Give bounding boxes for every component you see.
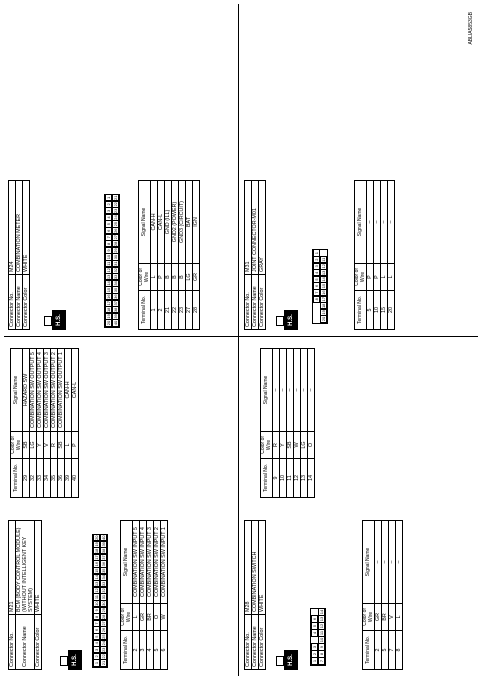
pin: 20 — [94, 535, 99, 540]
pin: 32 — [101, 588, 106, 593]
pin: 17 — [106, 301, 111, 306]
pin: 12 — [321, 264, 326, 269]
figure-code: ABLIA5853GB — [468, 12, 474, 45]
table-row: 13 LG – — [301, 349, 308, 498]
m28-connector-face — [310, 608, 326, 666]
table-row: 5 BR – — [382, 521, 389, 670]
m24-connector-face — [104, 194, 120, 328]
pin: 18 — [106, 307, 111, 313]
m31-connector-panel — [244, 8, 476, 330]
color-header: Color of Wire — [363, 604, 375, 631]
table-row: 36 SB COMBINATION SW OUTPUT 1 — [58, 349, 65, 498]
pin: 24 — [101, 641, 106, 646]
pin: 5 — [313, 275, 320, 283]
table-row: 3 GR COMBINATION SW INPUT 4 — [140, 521, 147, 670]
pin: 40 — [113, 320, 118, 326]
hs-icon-top — [60, 656, 68, 666]
connector-name-value: BCM (BODY CONTROL MODULE) (WITHOUT INTELLIGENT KEY SYSTEM) — [16, 521, 35, 615]
pin: 9 — [105, 246, 112, 254]
pin: 31 — [101, 594, 106, 600]
pin: 11 — [319, 630, 324, 636]
pin: 14 — [94, 575, 99, 580]
pin: 4 — [311, 629, 318, 637]
pin: 15 — [321, 283, 326, 289]
pin-empty — [311, 638, 316, 644]
table-row: 5 O COMBINATION SW INPUT 2 — [154, 521, 161, 670]
pin: 27 — [101, 621, 106, 626]
color-header: Color of Wire — [121, 604, 133, 631]
pin: 5 — [105, 220, 112, 228]
pin: 8 — [105, 240, 112, 248]
pin: 3 — [93, 646, 100, 654]
connector-no-value: M31 — [245, 181, 252, 275]
connector-color-label: Connector Color — [259, 615, 266, 670]
pin: 1 — [311, 657, 318, 665]
color-header: Color of Wire — [11, 432, 23, 459]
table-row: 35 R COMBINATION SW OUTPUT 2 — [51, 349, 58, 498]
m21-terminal-table-continued — [10, 348, 79, 498]
table-row: 9 R – — [273, 349, 280, 498]
pin: 10 — [106, 254, 111, 260]
pin: 1 — [93, 659, 100, 667]
pin: 30 — [113, 254, 118, 260]
pin: 14 — [106, 281, 111, 286]
connector-color-label: Connector Color — [23, 275, 30, 330]
connector-name-value: JOINT CONNECTOR-M01 — [252, 181, 259, 275]
connector-no-label: Connector No. — [245, 275, 252, 330]
pin: 21 — [113, 195, 118, 200]
connector-name-label: Connector Name — [16, 275, 23, 330]
signal-header: Signal Name — [121, 521, 133, 604]
connector-name-value: COMBINATION METER — [16, 181, 23, 275]
table-row: 11 SB – — [287, 349, 294, 498]
pin: 15 — [94, 568, 99, 573]
m21-info-table — [8, 520, 42, 670]
terminal-header: Terminal No. — [11, 459, 23, 498]
pin: 14 — [321, 277, 326, 282]
pin: 25 — [113, 221, 118, 227]
pin: 10 — [319, 637, 324, 643]
pin: 38 — [101, 548, 106, 554]
m21-connector-face — [92, 534, 108, 668]
pin: 39 — [113, 314, 118, 319]
table-row: 32 LG COMBINATION SW OUTPUT 5 — [30, 349, 37, 498]
table-row: 40 P CAN-L — [72, 349, 79, 498]
table-row: 2 P CAN-L — [158, 181, 165, 330]
pin: 13 — [321, 270, 326, 276]
pin: 23 — [113, 208, 118, 214]
table-row: 33 Y COMBINATION SW OUTPUT 4 — [37, 349, 44, 498]
table-row: 4 BR COMBINATION SW INPUT 3 — [147, 521, 154, 670]
pin: 2 — [93, 652, 100, 660]
pin: 2 — [313, 256, 320, 264]
pin: 5 — [311, 622, 318, 630]
m31-terminal-table — [354, 180, 395, 330]
pin: 1 — [105, 194, 112, 202]
pin: 36 — [113, 294, 118, 299]
pin: 30 — [101, 601, 106, 606]
m28-terminal-table — [362, 520, 403, 670]
hs-icon: H.S. — [68, 650, 82, 670]
pin: 12 — [106, 268, 111, 273]
pin: 37 — [101, 555, 106, 560]
signal-header: Signal Name — [363, 521, 375, 604]
pin: 40 — [101, 535, 106, 540]
pin: 11 — [106, 261, 111, 266]
pin: 4 — [313, 269, 320, 277]
vertical-divider — [4, 336, 478, 337]
table-row: 6 W COMBINATION SW INPUT 1 — [161, 521, 168, 670]
pin: 4 — [105, 214, 112, 222]
terminal-header: Terminal No. — [121, 631, 133, 670]
pin-empty — [313, 317, 318, 323]
pin: 27 — [113, 235, 118, 240]
connector-no-value: M21 — [9, 521, 16, 615]
m24-connector-panel — [8, 8, 236, 330]
terminal-header: Terminal No. — [363, 631, 375, 670]
pin: 9 — [93, 606, 100, 614]
connector-no-label: Connector No. — [9, 615, 16, 670]
connector-name-label: Connector Name — [252, 615, 259, 670]
pin: 15 — [106, 287, 111, 293]
table-row: 5 P – — [367, 181, 374, 330]
pin: 29 — [101, 608, 106, 613]
connector-name-label: Connector Name — [252, 275, 259, 330]
table-row: 29 SB HAZARD SW — [23, 349, 30, 498]
pin: 11 — [94, 594, 99, 600]
pin: 25 — [101, 634, 106, 639]
table-row: 2 GR – — [375, 521, 382, 670]
pin: 16 — [321, 290, 326, 295]
pin: 29 — [113, 248, 118, 253]
table-row: 23 B GND3 (CIRCUIT) — [179, 181, 186, 330]
pin: 3 — [311, 643, 318, 651]
pin: 19 — [106, 314, 111, 319]
pin: 28 — [113, 241, 118, 247]
hs-icon-top — [44, 316, 52, 326]
connector-color-value: GRAY — [259, 181, 266, 275]
hs-icon: H.S. — [52, 310, 66, 330]
hs-icon: H.S. — [284, 650, 298, 670]
pin: 31 — [113, 261, 118, 266]
pin: 17 — [321, 297, 326, 302]
pin: 7 — [93, 619, 100, 627]
m28-info-table — [244, 520, 266, 670]
color-header: Color of Wire — [261, 432, 273, 459]
pin: 20 — [321, 316, 326, 322]
table-row: 27 LG BAT — [186, 181, 193, 330]
connector-color-label: Connector Color — [35, 615, 42, 670]
pin: 22 — [113, 202, 118, 207]
pin: 3 — [105, 207, 112, 215]
pin: 2 — [105, 200, 112, 208]
table-row: 22 B GND2 (POWER) — [172, 181, 179, 330]
m24-terminal-table — [138, 180, 200, 330]
pin: 23 — [101, 647, 106, 653]
table-row: 10 Y – — [280, 349, 287, 498]
table-row: 10 P – — [374, 181, 381, 330]
signal-header: Signal Name — [11, 349, 23, 432]
pin: 9 — [318, 643, 325, 651]
signal-header: Signal Name — [355, 181, 367, 264]
pin: 2 — [311, 650, 318, 658]
connector-color-value: WHITE — [259, 521, 266, 615]
table-row: 14 O – — [308, 349, 315, 498]
pin: 19 — [321, 310, 326, 315]
m31-connector-face — [312, 249, 328, 324]
pin: 19 — [94, 542, 99, 547]
pin: 33 — [101, 581, 106, 587]
pin: 18 — [94, 548, 99, 554]
connector-name-label: Connector Name — [16, 615, 35, 670]
pin: 20 — [106, 320, 111, 326]
connector-name-value: COMBINATION SWITCH — [252, 521, 259, 615]
pin: 35 — [101, 568, 106, 573]
pin: 11 — [321, 257, 326, 262]
pin: 34 — [101, 575, 106, 580]
pin: 37 — [113, 301, 118, 306]
pin: 28 — [101, 614, 106, 620]
m24-info-table — [8, 180, 30, 330]
pin: 12 — [94, 588, 99, 593]
pin: 1 — [313, 249, 320, 257]
pin: 13 — [106, 274, 111, 280]
connector-no-label: Connector No. — [245, 615, 252, 670]
m31-info-table — [244, 180, 266, 330]
pin: 36 — [101, 561, 106, 567]
pin-empty — [313, 304, 318, 310]
hs-icon-top — [276, 316, 284, 326]
pin: 26 — [113, 228, 118, 233]
pin: 8 — [318, 650, 325, 658]
table-row: 28 GR IGN — [193, 181, 200, 330]
pin-empty — [320, 251, 325, 257]
table-row: 39 L CAN-H — [65, 349, 72, 498]
hs-icon-top — [276, 656, 284, 666]
pin: 6 — [313, 282, 320, 290]
pin: 6 — [105, 227, 112, 235]
table-row: 2 L COMBINATION SW INPUT 5 — [133, 521, 140, 670]
pin: 8 — [93, 613, 100, 621]
pin: 10 — [94, 601, 99, 606]
hs-icon: H.S. — [284, 310, 298, 330]
pin: 33 — [113, 274, 118, 280]
terminal-header: Terminal No. — [261, 459, 273, 498]
pin: 13 — [319, 616, 324, 622]
pin: 5 — [93, 633, 100, 641]
table-row: 7 V – — [389, 521, 396, 670]
pin: 13 — [94, 581, 99, 587]
pin-empty — [311, 610, 316, 616]
pin: 26 — [101, 627, 106, 633]
pin: 6 — [93, 626, 100, 634]
pin: 18 — [321, 303, 326, 309]
color-header: Color of Wire — [139, 264, 151, 291]
connector-color-value: WHITE — [35, 521, 42, 615]
table-row: 12 W – — [294, 349, 301, 498]
pin: 34 — [113, 281, 118, 286]
m28-connector-panel — [244, 340, 476, 670]
pin: 32 — [113, 268, 118, 273]
m28-terminal-table-continued — [260, 348, 315, 498]
pin: 38 — [113, 307, 118, 313]
pin: 3 — [313, 262, 320, 270]
pin: 6 — [311, 615, 318, 623]
pin: 12 — [319, 623, 324, 629]
terminal-header: Terminal No. — [355, 291, 367, 330]
table-row: 1 L CAN-H — [151, 181, 158, 330]
pin: 16 — [94, 561, 99, 567]
table-row: 21 B GND (ILL) — [165, 181, 172, 330]
pin: 35 — [113, 287, 118, 293]
pin: 4 — [93, 639, 100, 647]
pin: 22 — [101, 654, 106, 659]
m21-connector-panel — [8, 340, 236, 670]
pin: 17 — [94, 555, 99, 560]
pin: 7 — [313, 289, 320, 297]
signal-header: Signal Name — [139, 181, 151, 264]
table-row: 15 L – — [381, 181, 388, 330]
pin-empty — [313, 310, 318, 316]
pin: 39 — [101, 542, 106, 547]
table-row: 34 V COMBINATION SW OUTPUT 3 — [44, 349, 51, 498]
pin: 8 — [313, 295, 320, 303]
connector-no-label: Connector No. — [9, 275, 16, 330]
pin: 16 — [106, 294, 111, 299]
terminal-header: Terminal No. — [139, 291, 151, 330]
connector-no-value: M24 — [9, 181, 16, 275]
pin: 14 — [319, 609, 324, 615]
m21-terminal-table — [120, 520, 168, 670]
pin: 24 — [113, 215, 118, 220]
pin: 21 — [101, 660, 106, 666]
table-row: 8 L – — [396, 521, 403, 670]
table-row: 20 L – — [388, 181, 395, 330]
pin: 7 — [318, 657, 325, 665]
pin: 7 — [105, 233, 112, 241]
color-header: Color of Wire — [355, 264, 367, 291]
connector-no-value: M28 — [245, 521, 252, 615]
connector-color-value: WHITE — [23, 181, 30, 275]
horizontal-divider — [238, 4, 239, 676]
signal-header: Signal Name — [261, 349, 273, 432]
connector-color-label: Connector Color — [259, 275, 266, 330]
